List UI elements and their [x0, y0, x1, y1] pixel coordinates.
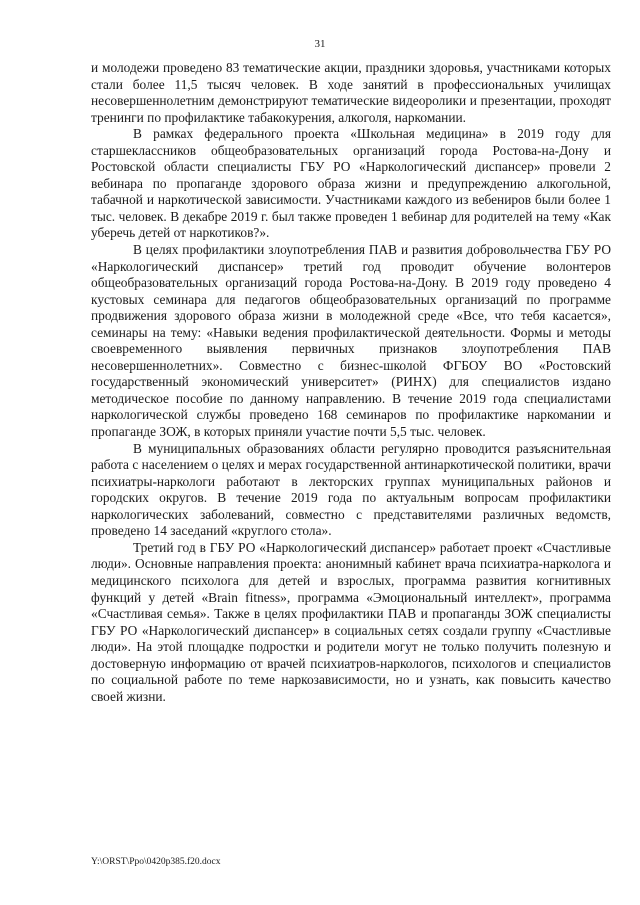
- paragraph-1: и молодежи проведено 83 тематические акции, праздники здоровья, участниками которых стали более 11,5 тысяч человек. В ходе занятий в профессиональных училищах несовершеннолетним демонстрируют тематические видеоролики и презентации, проходят тренинги по профилактике табакокурения, алкоголя, наркомании.: [91, 60, 611, 125]
- paragraph-5: Третий год в ГБУ РО «Наркологический диспансер» работает проект «Счастливые люди». Основные направления проекта: анонимный кабинет врача психиатра-нарколога и медицинского психолога для детей и взрослых, программа развития когнитивных функций у детей «Brain fitness», программа «Эмоциональный интеллект», программа «Счастливая семья». Также в целях профилактики ПАВ и пропаганды ЗОЖ специалисты ГБУ РО «Наркологический диспансер» в социальных сетях создали группу «Счастливые люди». На этой площадке подростки и родители могут не только получить полезную и достоверную информацию от врачей психиатров-наркологов, психологов и специалистов по социальной работе по теме наркозависимости, но и узнать, как повысить качество своей жизни.: [91, 539, 611, 704]
- body-text: [91, 60, 611, 705]
- paragraph-2: В рамках федерального проекта «Школьная медицина» в 2019 году для старшеклассников общеобразовательных организаций города Ростова-на-Дону и Ростовской области специалисты ГБУ РО «Наркологический диспансер» провели 2 вебинара по пропаганде здорового образа жизни и предупреждению алкогольной, табачной и наркотической зависимости. Участниками каждого из вебениров были более 1 тыс. человек. В декабре 2019 г. был также проведен 1 вебинар для родителей на тему «Как уберечь детей от наркотиков?».: [91, 126, 611, 241]
- paragraph-4: В муниципальных образованиях области регулярно проводится разъяснительная работа с населением о целях и мерах государственной антинаркотической политики, врачи психиатры-наркологи работают в лекторских группах муниципальных районов и городских округов. В течение 2019 года по актуальным вопросам профилактики наркологических заболеваний, совместно с представителями различных ведомств, проведено 14 заседаний «круглого стола».: [91, 440, 611, 539]
- page-number: 31: [314, 38, 326, 50]
- paragraph-3: В целях профилактики злоупотребления ПАВ и развития добровольчества ГБУ РО «Наркологический диспансер» третий год проводит обучение волонтеров общеобразовательных организаций города Ростова-на-Дону. В 2019 году проведено 4 кустовых семинара для педагогов общеобразовательных организаций по программе продвижения здорового образа жизни в молодежной среде «Все, что тебя касается», семинары на тему: «Навыки ведения профилактической деятельности. Формы и методы своевременного выявления первичных признаков злоупотребления ПАВ несовершеннолетних». Совместно с бизнес-школой ФГБОУ ВО «Ростовский государственный экономический университет» (РИНХ) для специалистов издано методическое пособие по данному направлению. В течение 2019 года специалистами наркологической службы проведено 168 семинаров по профилактике наркомании и пропаганде ЗОЖ, в которых приняли участие почти 5,5 тыс. человек.: [91, 242, 611, 440]
- footer-file-path: Y:\ORST\Ppo\0420p385.f20.docx: [91, 857, 221, 867]
